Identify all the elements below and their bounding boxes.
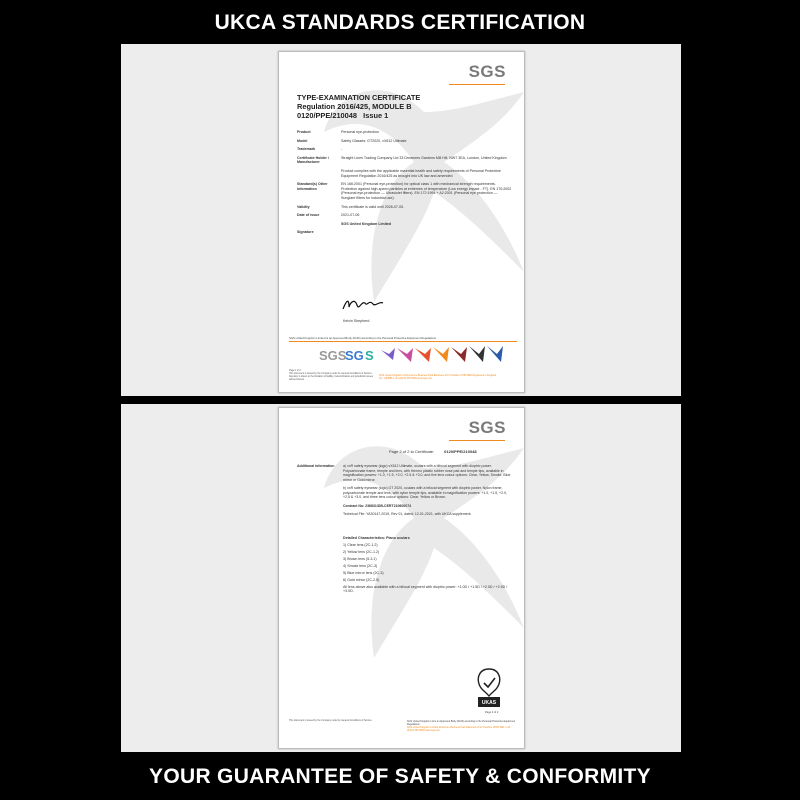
list-item: 6) Gold mirror (2C-2.5) [343,577,380,582]
detail-row: Signature [297,230,314,235]
certificate-page-1 [278,51,525,393]
list-item: 1) Clear lens (2C-1.2) [343,542,378,547]
top-banner: UKCA STANDARDS CERTIFICATION [0,4,800,42]
sgs-birds-logo-strip-icon [319,344,519,366]
fine-print: Page 1 of 2 This document is issued by the Company under its General Conditions of Service. Attention is drawn to the limitation of liability, indemnification and jurisdiction issues defined therein. [289,370,373,381]
page-number: Page 2 of 2 [485,711,499,714]
logo-underline [449,84,505,85]
list-item: 4) Smoke lens (2C-3) [343,563,378,568]
certificate-title: TYPE-EXAMINATION CERTIFICATE Regulation 2016/425, MODULE B 0120/PPE/210048 Issue 1 [297,93,421,120]
certificate-details [297,130,512,239]
list-item: 2) Yellow lens (2C-1.2) [343,549,380,554]
logo-underline [449,440,505,441]
bottom-banner: YOUR GUARANTEE OF SAFETY & CONFORMITY [0,758,800,796]
footer-notice: SGS United Kingdom Ltd is an Approved Body (0120) according to the Personal Protective Equipment Regulations SGS United Kingdom Limited Rossmore Business Park Ellesmere Port Cheshire CH65 3EN t +44 (0)151 350 6666 www.sgs.com [407,720,516,732]
detail-row: Contract No: 236831/DB-CERT210600074 [343,503,412,508]
certificate-panel-2 [121,404,681,752]
detail-row: Product complies with the applicable essential health and safety requirements of Personal Protective Equipment Regulation 2016/425 as brought into UK law and amended [341,168,501,178]
detail-row: Product Personal eye-protection [297,130,379,134]
approved-body-notice: SGS United Kingdom Limited is an Approved Body (0120) according to the Personal Protective Equipment Regulations [289,336,437,340]
signer-name: Kelvin Shepherd [343,319,370,323]
certificate-panel-1 [121,44,681,396]
sgs-logo: SGS [468,62,506,81]
fine-print: This document is issued by the Company under its General Conditions of Service. [289,720,373,722]
detail-row: Trademark - [297,147,343,152]
list-item: All lens above also available with a bifocal segment with dioptric power: +1.0D / +1.5D / +2.0D / +2.5D / +3.0D. [343,584,508,594]
footer-divider [289,341,517,342]
sgs-logo: SGS [468,418,506,437]
list-item: 5) Blue mirror lens (2C-3) [343,570,384,575]
svg-text:SG: SG [345,348,364,363]
detail-row: b) vxR safety eyewear (logo) GT 2020, oculars with a bifocal segment with dioptric power. Nylon frame, polycarbonate temple and lens, with nylon temple tips, available in magnification powers: +1.0, +1.5, +2.0, +2.5 & +3.0, and three lens colour options: Clear, Yellow or Brown. [343,486,507,499]
page-header: Page 2 of 2 to Certificate: 0120/PPE/210048 [389,449,477,454]
detail-row: Standard(s) Other Information EN 166:2001 (Personal eye-protection) for optical class 1 with mechanical strength requirements. Protection against high-speed particles at extremes of temperature (Low energy impact - FT). EN 170:2002 (Personal eye-protection — Ultraviolet filters). EN 172:1994 + A2:2001 (Personal eye protection — Sunglare filters for industrial use). [297,182,512,200]
svg-text:SGS: SGS [319,348,347,363]
certificate-page-2 [278,407,525,749]
svg-text:UKAS: UKAS [481,700,497,706]
list-item: 3) Brown lens (5-3.1) [343,556,377,561]
detailed-characteristics: Detailed Characteristics: Plano oculars 1) Clear lens (2C-1.2) 2) Yellow lens (2C-1.2) 3) Brown lens (5-3.1) 4) Smoke lens (2C-3) 5) Blue mirror lens (2C-3) 6) Gold mirror (2C-2.5) All lens above also available with a bifocal segment with dioptric power: +1.0D / +1.5D / +2.0D / +2.5D / +3.0D. [343,536,513,596]
company-address: SGS United Kingdom Ltd Rossmore Business Park Ellesmere Port Cheshire CH65 3EN Registered in England No. 1193985 t +44 (0)151 350 6666 www.sgs.com [379,374,497,380]
detail-row: Model Safety Glasses: GT2020, vX612 Ultimate [297,138,407,143]
detail-row: Additional information a) vxR safety eyewear (logo) vX612 Ultimate, oculars with a bifocal segment with dioptric power. Polycarbonate frame, temple and lens, with thermo plastic rubber nose pad and temple tips, available in magnification powers: +1.0, +1.5, +2.0, +2.5 & +3.0, and five lens colour options: Clear, Yellow, Smoke, Blue mirror or Gold mirror. [297,464,511,482]
additional-info [297,464,512,521]
detail-row: Certificate Holder / Manufacturer Straight Lines Trading Company Ltd 33 Dreamers Gardens Mill Hill, NW7 3EA, London, United Kingdom [297,155,507,165]
ukas-logo-icon [475,668,503,708]
detail-row: Date of issue 2021-07-06 [297,213,360,218]
svg-text:S: S [365,348,374,363]
detail-row: Validity This certificate is valid until 2026-07-05. [297,204,405,209]
detail-row: Technical File: YA30147-2019, Rev 01, dated: 12-01-2021, with UKCA supplement. [343,512,472,516]
detail-row: SGS United Kingdom Limited [341,221,392,226]
signature-icon [341,295,385,315]
